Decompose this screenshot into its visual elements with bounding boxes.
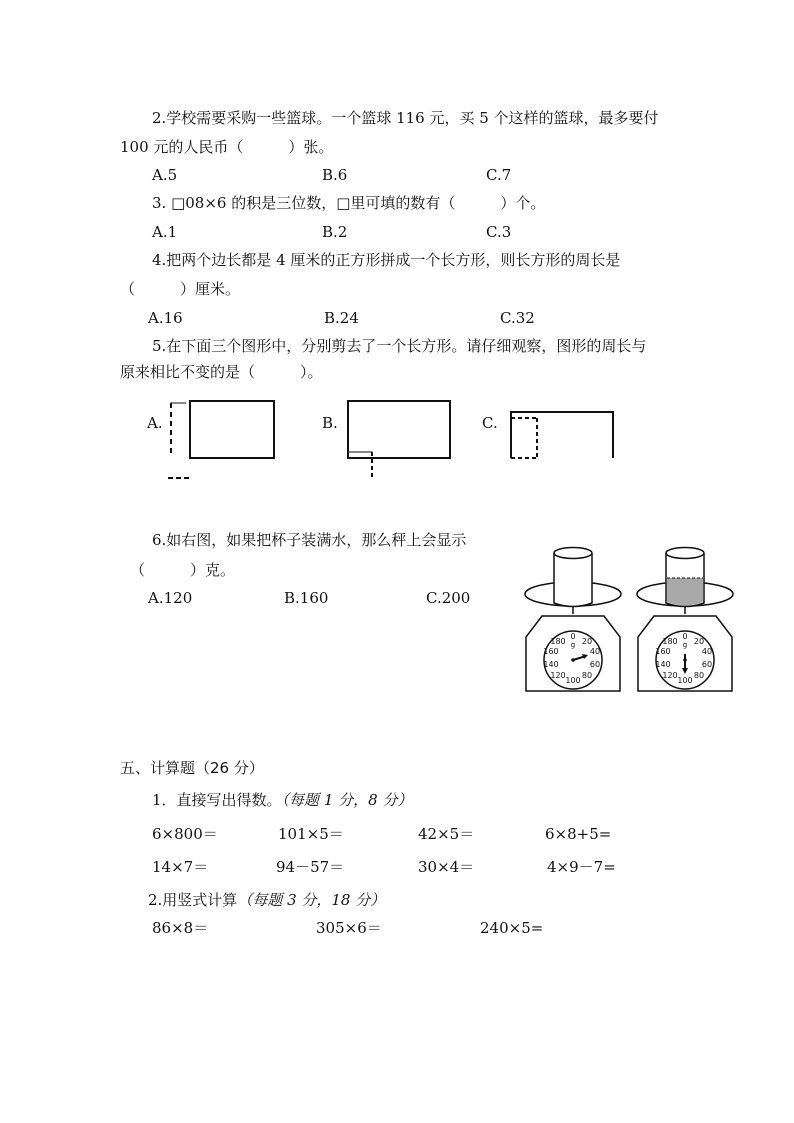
q5-figure-c — [505, 400, 625, 470]
q6-option-b: B.160 — [284, 589, 329, 607]
calc-item-1: 6×800＝ — [152, 825, 218, 843]
q4-option-c: C.32 — [500, 309, 535, 327]
scale2-label-20: 20 — [693, 637, 705, 646]
q4-option-a: A.16 — [148, 309, 183, 327]
q6-option-c: C.200 — [426, 589, 471, 607]
q4-line2: （ ）厘米。 — [120, 280, 241, 298]
q6-line2: （ ）克。 — [130, 561, 236, 579]
scale1-label-120: 120 — [550, 671, 566, 680]
q3-text: 3. □08×6 的积是三位数，□里可填的数有（ ）个。 — [152, 194, 546, 212]
section5-part1-heading — [152, 790, 412, 810]
q3-option-a: A.1 — [152, 223, 178, 241]
q5-line1: 5.在下面三个图形中，分别剪去了一个长方形。请仔细观察，图形的周长与 — [152, 337, 647, 355]
section5-title: 五、计算题（26 分） — [120, 759, 264, 777]
part2-label: 2.用竖式计算 — [148, 891, 238, 909]
q3-option-c: C.3 — [486, 223, 512, 241]
q6-option-a: A.120 — [148, 589, 193, 607]
q2-line1: 2.学校需要采购一些篮球。一个篮球 116 元，买 5 个这样的篮球，最多要付 — [152, 109, 659, 127]
q4-line1: 4.把两个边长都是 4 厘米的正方形拼成一个长方形，则长方形的周长是 — [152, 251, 621, 269]
scale2-label-0: 0 — [682, 632, 688, 641]
calc-item-4: 6×8+5= — [545, 825, 612, 843]
scale2-label-120: 120 — [662, 671, 678, 680]
q5-figure-a — [160, 395, 280, 485]
scale1-label-80: 80 — [581, 671, 593, 680]
q5-figure-b — [340, 395, 460, 485]
q5-figure-b-label: B. — [322, 414, 338, 432]
vertical-calc-item-2: 305×6＝ — [316, 919, 382, 937]
scale2-label-180: 180 — [662, 637, 678, 646]
vertical-calc-item-3: 240×5= — [480, 919, 544, 937]
scale1-label-100: 100 — [565, 676, 581, 685]
scale-water-cup — [632, 540, 738, 696]
calc-item-7: 30×4＝ — [418, 858, 475, 876]
scale1-label-60: 60 — [589, 660, 601, 669]
scale1-label-g: g — [570, 641, 576, 649]
q6-line1: 6.如右图，如果把杯子装满水，那么秤上会显示 — [152, 531, 467, 549]
scale-empty-cup — [520, 540, 626, 696]
scale2-label-160: 160 — [655, 647, 671, 656]
scale1-label-140: 140 — [543, 660, 559, 669]
q2-option-b: B.6 — [322, 166, 348, 184]
scale1-label-160: 160 — [543, 647, 559, 656]
water-fill — [667, 578, 703, 606]
scale2-label-80: 80 — [693, 671, 705, 680]
vertical-calc-item-1: 86×8＝ — [152, 919, 209, 937]
q2-option-a: A.5 — [152, 166, 178, 184]
calc-item-2: 101×5＝ — [278, 825, 344, 843]
part1-note: （每题 1 分，8 分） — [281, 791, 413, 809]
scale1-label-20: 20 — [581, 637, 593, 646]
scale2-label-60: 60 — [701, 660, 713, 669]
scale2-label-140: 140 — [655, 660, 671, 669]
scale1-label-40: 40 — [589, 647, 601, 656]
q2-line2: 100 元的人民币（ ）张。 — [120, 138, 334, 156]
scale1-label-180: 180 — [550, 637, 566, 646]
calc-item-6: 94－57＝ — [276, 858, 345, 876]
calc-item-3: 42×5＝ — [418, 825, 475, 843]
q3-option-b: B.2 — [322, 223, 348, 241]
scale2-label-g: g — [682, 641, 688, 649]
part2-note: （每题 3 分，18 分） — [237, 891, 386, 909]
scale2-label-40: 40 — [701, 647, 713, 656]
calc-item-5: 14×7＝ — [152, 858, 209, 876]
q2-option-c: C.7 — [486, 166, 512, 184]
q5-figure-c-label: C. — [482, 414, 498, 432]
scale1-label-0: 0 — [570, 632, 576, 641]
q4-option-b: B.24 — [324, 309, 359, 327]
q5-figure-a-label: A. — [147, 414, 163, 432]
calc-item-8: 4×9－7= — [547, 858, 616, 876]
section5-part2-heading — [148, 890, 385, 910]
scale2-label-100: 100 — [677, 676, 693, 685]
part1-label: 1．直接写出得数。 — [152, 791, 282, 809]
q5-line2: 原来相比不变的是（ ）。 — [120, 363, 323, 381]
